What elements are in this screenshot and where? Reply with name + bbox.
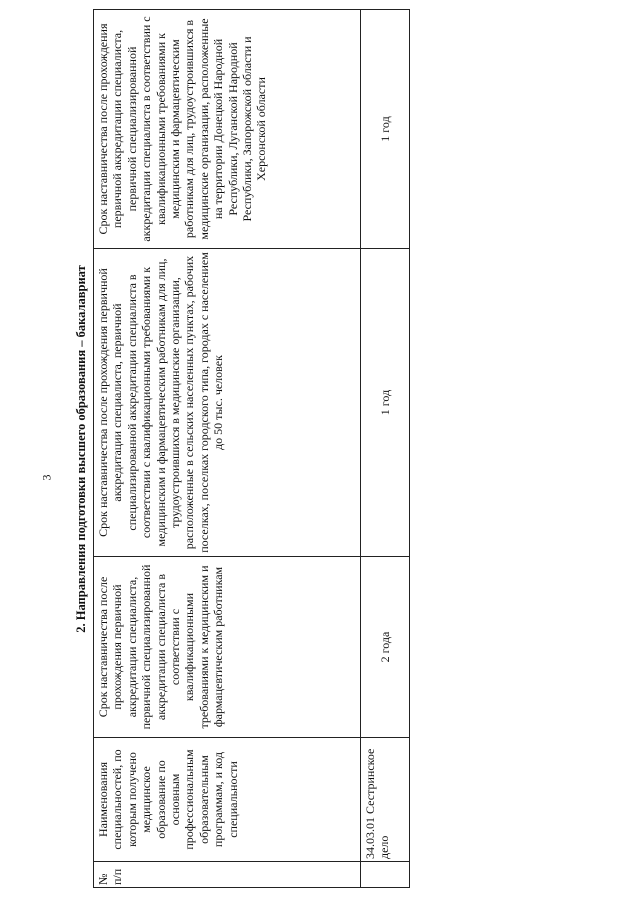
cell-term-rural: 1 год: [360, 249, 409, 557]
header-number: № п/п: [94, 862, 361, 888]
mentoring-table: [93, 9, 410, 888]
section-heading: 2. Направления подготовки высшего образования – бакалавриат: [74, 265, 88, 633]
header-term-new-regions: Срок наставничества после прохождения первичной аккредитации специалиста, первичной специализированной аккредитации специалиста в соответствии с квалификационными требованиями к медицинским и фармацевтическим работникам для лиц, трудоустроившихся в медицинские организации, расположенные на территории Донецкой Народной Республики, Луганской Народной Республики, Запорожской области и Херсонской области: [94, 10, 361, 249]
page-number: 3: [39, 474, 54, 481]
table-row: [360, 10, 409, 888]
table-header-row: [94, 10, 361, 888]
cell-specialty: 34.03.01 Сестринское дело: [360, 738, 409, 862]
rotated-page-content: [71, 10, 410, 888]
header-term-rural: Срок наставничества после прохождения первичной аккредитации специалиста, первичной специализированной аккредитации специалиста в соответствии с квалификационными требованиями к медицинским и фармацевтическим работникам для лиц, трудоустроившихся в медицинские организации, расположенные в сельских населенных пунктах, рабочих поселках, поселках городского типа, городах с населением до 50 тыс. человек: [94, 249, 361, 557]
header-term-general: Срок наставничества после прохождения первичной аккредитации специалиста, первичной специализированной аккредитации специалиста в соответствии с квалификационными требованиями к медицинским и фармацевтическим работникам: [94, 557, 361, 738]
cell-term-new-regions: 1 год: [360, 10, 409, 249]
cell-number: [360, 862, 409, 888]
cell-term-general: 2 года: [360, 557, 409, 738]
header-specialty: Наименования специальностей, по которым получено медицинское образование по основным профессиональным образовательным программам, и код специальности: [94, 738, 361, 862]
